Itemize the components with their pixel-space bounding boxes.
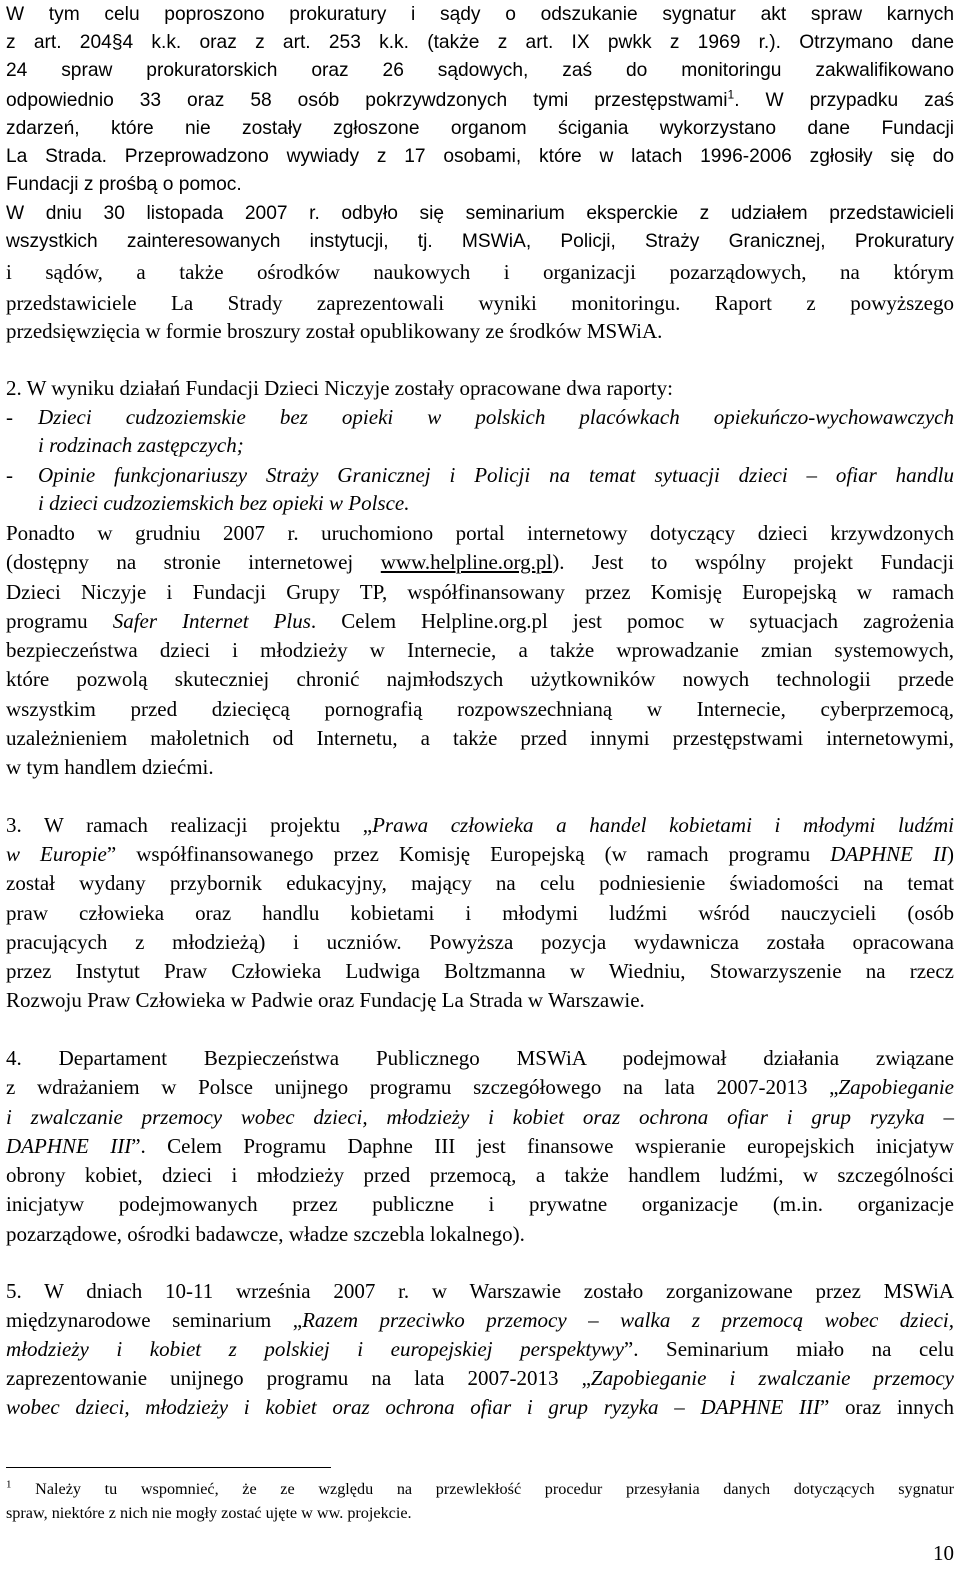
text-line: Dzieci Niczyje i Fundacji Grupy TP, współfinansowany przez Komisję Europejską w ramach	[6, 580, 954, 604]
text-line: młodzieży i kobiet z polskiej i europejskiej perspektywy”. Seminarium miało na celu	[6, 1337, 954, 1361]
text-line: międzynarodowe seminarium „Razem przeciwko przemocy – walka z przemocą wobec dzieci,	[6, 1308, 955, 1332]
text-line: 24 spraw prokuratorskich oraz 26 sądowych, zaś do monitoringu zakwalifikowano	[6, 60, 954, 81]
text-line: Fundacji z prośbą o pomoc.	[6, 174, 242, 195]
text-line: obrony kobiet, dzieci i młodzieży przed przemocą, a także handlem ludźmi, w szczególności	[6, 1163, 954, 1187]
list-dash: -	[6, 405, 13, 429]
text-line: uzależnieniem małoletnich od Internetu, a także przed innymi przestępstwami internetowymi,	[6, 726, 954, 750]
text-line: pozarządowe, ośrodki badawcze, władze szczebla lokalnego).	[6, 1222, 525, 1246]
text-line: wszystkich zainteresowanych instytucji, tj. MSWiA, Policji, Straży Granicznej, Prokuratury	[6, 231, 954, 252]
text-line: 5. W dniach 10-11 września 2007 r. w Warszawie zostało zorganizowane przez MSWiA	[6, 1279, 954, 1303]
text-line: praw człowieka oraz handlu kobietami i młodymi ludźmi wśród nauczycieli (osób	[6, 901, 954, 925]
footnote-separator	[6, 1467, 331, 1468]
text-line: DAPHNE III”. Celem Programu Daphne III jest finansowe wspieranie europejskich inicjatyw	[6, 1134, 954, 1158]
text-line: w Europie” współfinansowanego przez Komisję Europejską (w ramach programu DAPHNE II)	[6, 842, 954, 866]
text-line: zaprezentowanie unijnego programu na lata 2007-2013 „Zapobieganie i zwalczanie przemocy	[6, 1366, 954, 1390]
report-title-1-cont: i rodzinach zastępczych;	[38, 433, 244, 457]
report-title-1: Dzieci cudzoziemskie bez opieki w polskich placówkach opiekuńczo-wychowawczych	[38, 405, 954, 429]
text-line: 3. W ramach realizacji projektu „Prawa człowieka a handel kobietami i młodymi ludźmi	[6, 813, 955, 837]
footnote-cont: spraw, niektóre z nich nie mogły zostać ujęte w ww. projekcie.	[6, 1504, 412, 1522]
report-title-2-cont: i dzieci cudzoziemskich bez opieki w Polsce.	[38, 491, 410, 515]
text-line: La Strada. Przeprowadzono wywiady z 17 osobami, które w latach 1996-2006 zgłosiły się do	[6, 146, 954, 167]
footnote-ref[interactable]: 1	[727, 87, 735, 102]
text-line: przedsięwzięcia w formie broszury został opublikowany ze środków MSWiA.	[6, 319, 663, 343]
text-line: przez Instytut Praw Człowieka Ludwiga Boltzmanna w Wiedniu, Stowarzyszenie na rzecz	[6, 959, 954, 983]
text-line: wszystkim przed dziecięcą pornografią rozpowszechnianą w Internecie, cyberprzemocą,	[6, 697, 954, 721]
text-line: W tym celu poproszono prokuratury i sądy o odszukanie sygnatur akt spraw karnych	[6, 4, 954, 25]
text-line: i sądów, a także ośrodków naukowych i organizacji pozarządowych, na którym	[6, 260, 954, 284]
text-line: (dostępny na stronie internetowej www.helpline.org.pl). Jest to wspólny projekt Fundacji	[6, 550, 954, 574]
text-line: pracujących z młodzieżą) i uczniów. Powyższa pozycja wydawnicza została opracowana	[6, 930, 954, 954]
text-line: w tym handlem dziećmi.	[6, 755, 214, 779]
text-line: inicjatyw podejmowanych przez publiczne i prywatne organizacje (m.in. organizacje	[6, 1192, 954, 1216]
text-line: które pozwolą skuteczniej chronić najmłodszych użytkowników nowych technologii przede	[6, 667, 954, 691]
section-2-intro: 2. W wyniku działań Fundacji Dzieci Niczyje zostały opracowane dwa raporty:	[6, 376, 673, 400]
report-title-2: Opinie funkcjonariuszy Straży Granicznej i Policji na temat sytuacji dzieci – ofiar handlu	[38, 463, 954, 487]
text-line: bezpieczeństwa dzieci i młodzieży w Internecie, a także wprowadzanie zmian systemowych,	[6, 638, 954, 662]
text-line: został wydany przybornik edukacyjny, mający na celu podniesienie świadomości na temat	[6, 871, 954, 895]
text-line: 4. Departament Bezpieczeństwa Publicznego MSWiA podejmował działania związane	[6, 1046, 954, 1070]
text-line: programu Safer Internet Plus. Celem Helpline.org.pl jest pomoc w sytuacjach zagrożenia	[6, 609, 955, 633]
text-line: Rozwoju Praw Człowieka w Padwie oraz Fundację La Strada w Warszawie.	[6, 988, 645, 1012]
text-line: i zwalczanie przemocy wobec dzieci, młodzieży i kobiet oraz ochrona ofiar i grup ryzyka –	[6, 1105, 954, 1129]
text-line: wobec dzieci, młodzieży i kobiet oraz ochrona ofiar i grup ryzyka – DAPHNE III” oraz innych	[6, 1395, 954, 1419]
list-dash: -	[6, 463, 13, 487]
text-line: W dniu 30 listopada 2007 r. odbyło się seminarium eksperckie z udziałem przedstawicieli	[6, 203, 954, 224]
helpline-link[interactable]: www.helpline.org.pl	[380, 550, 553, 574]
text-line: odpowiednio 33 oraz 58 osób pokrzywdzonych tymi przestępstwami$^1$. W przypadku zaś	[6, 87, 955, 111]
footnote: $^1$ Należy tu wspomnieć, że ze względu na przewlekłość procedur przesyłania danych dotyczących sygnatur	[6, 1478, 954, 1498]
page-number: 10	[933, 1541, 954, 1565]
text-line: z art. 204§4 k.k. oraz z art. 253 k.k. (także z art. IX pwkk z 1969 r.). Otrzymano dane	[6, 32, 954, 53]
text-line: z wdrażaniem w Polsce unijnego programu szczegółowego na lata 2007-2013 „Zapobieganie	[6, 1075, 954, 1099]
text-line: Ponadto w grudniu 2007 r. uruchomiono portal internetowy dotyczący dzieci krzywdzonych	[6, 521, 954, 545]
text-line: przedstawiciele La Strady zaprezentowali wyniki monitoringu. Raport z powyższego	[6, 291, 954, 315]
text-line: zdarzeń, które nie zostały zgłoszone organom ścigania wykorzystano dane Fundacji	[6, 118, 954, 139]
